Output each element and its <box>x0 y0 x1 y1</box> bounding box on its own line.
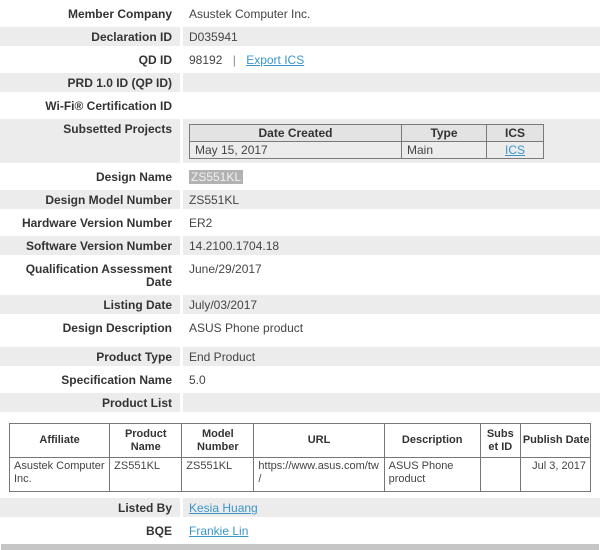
member-company-value: Asustek Computer Inc. <box>189 7 311 21</box>
field-row-member-company <box>0 4 600 23</box>
field-row-qualification-assessment-date <box>0 259 600 291</box>
model-number-cell: ZS551KL <box>182 458 254 492</box>
field-row-bqe <box>0 521 600 540</box>
field-row-design-description <box>0 318 600 337</box>
subsetted-projects-data-row <box>190 142 544 159</box>
column-header-product-name: Product Name <box>110 424 182 458</box>
hardware-version-value: ER2 <box>189 216 213 230</box>
date-created-cell: May 15, 2017 <box>190 142 402 159</box>
qualification-assessment-date-label: Qualification Assessment Date <box>25 262 172 289</box>
field-row-listed-by <box>0 498 600 517</box>
publish-date-cell: Jul 3, 2017 <box>520 458 590 492</box>
field-row-hardware-version <box>0 213 600 232</box>
subsetted-projects-value-cell <box>183 119 600 163</box>
design-name-selected-text: ZS551KL <box>191 170 242 184</box>
url-cell: https://www.asus.com/tw/ <box>254 458 384 492</box>
field-row-product-list <box>0 393 600 412</box>
prd-id-value <box>183 73 600 92</box>
declaration-id-label: Declaration ID <box>0 27 180 46</box>
product-list-table-wrap <box>0 416 600 498</box>
design-description-value: ASUS Phone product <box>189 321 304 335</box>
footer-divider-bar <box>1 544 599 550</box>
design-description-label: Design Description <box>62 321 172 335</box>
design-name-value-cell <box>183 167 600 186</box>
field-row-wifi-cert-id <box>0 96 600 115</box>
qualification-assessment-date-value: June/29/2017 <box>189 262 262 276</box>
subset-id-cell <box>480 458 520 492</box>
field-row-software-version <box>0 236 600 255</box>
column-header-subset-id: Subset ID <box>480 424 520 458</box>
qd-id-label: QD ID <box>138 53 172 67</box>
bqe-label: BQE <box>145 524 172 538</box>
column-header-publish-date: Publish Date <box>520 424 590 458</box>
field-row-subsetted-projects <box>0 119 600 163</box>
subsetted-projects-table <box>189 124 544 159</box>
member-company-label: Member Company <box>67 7 172 21</box>
field-row-declaration-id <box>0 27 600 46</box>
declaration-id-value: D035941 <box>183 27 600 46</box>
column-header-affiliate: Affiliate <box>10 424 110 458</box>
field-row-listing-date <box>0 295 600 314</box>
bqe-link[interactable]: Frankie Lin <box>189 524 249 538</box>
qd-id-value-cell <box>183 50 600 69</box>
product-type-value: End Product <box>183 347 600 366</box>
product-table-header-row <box>10 424 591 458</box>
field-row-specification-name <box>0 370 600 389</box>
design-model-number-label: Design Model Number <box>0 190 180 209</box>
product-table-data-row <box>10 458 591 492</box>
listing-date-label: Listing Date <box>0 295 180 314</box>
column-header-date-created: Date Created <box>190 125 402 142</box>
field-row-prd-id <box>0 73 600 92</box>
column-header-model-number: Model Number <box>182 424 254 458</box>
listed-by-value-cell <box>183 498 600 517</box>
column-header-type: Type <box>402 125 487 142</box>
ics-cell <box>487 142 544 159</box>
subsetted-projects-label: Subsetted Projects <box>0 119 180 163</box>
specification-name-value: 5.0 <box>189 373 206 387</box>
design-model-number-value: ZS551KL <box>183 190 600 209</box>
wifi-cert-id-label: Wi-Fi® Certification ID <box>45 99 172 113</box>
separator: | <box>232 53 236 67</box>
qd-id-value: 98192 <box>189 53 223 67</box>
product-type-label: Product Type <box>0 347 180 366</box>
specification-name-label: Specification Name <box>61 373 172 387</box>
affiliate-cell: Asustek Computer Inc. <box>10 458 110 492</box>
subsetted-projects-header-row <box>190 125 544 142</box>
field-row-product-type <box>0 347 600 366</box>
listed-by-link[interactable]: Kesia Huang <box>189 501 258 515</box>
field-row-qd-id <box>0 50 600 69</box>
software-version-label: Software Version Number <box>0 236 180 255</box>
product-list-value <box>183 393 600 412</box>
wifi-cert-id-value <box>183 96 600 115</box>
prd-id-label: PRD 1.0 ID (QP ID) <box>0 73 180 92</box>
type-cell: Main <box>402 142 487 159</box>
design-name-label: Design Name <box>95 170 172 184</box>
field-row-design-name <box>0 167 600 186</box>
column-header-description: Description <box>384 424 480 458</box>
product-list-label: Product List <box>0 393 180 412</box>
bqe-value-cell <box>183 521 600 540</box>
ics-link[interactable]: ICS <box>504 143 525 157</box>
product-name-cell: ZS551KL <box>110 458 182 492</box>
listed-by-label: Listed By <box>0 498 180 517</box>
hardware-version-label: Hardware Version Number <box>21 216 172 230</box>
field-row-design-model-number <box>0 190 600 209</box>
listing-date-value: July/03/2017 <box>183 295 600 314</box>
export-ics-link[interactable]: Export ICS <box>246 53 305 67</box>
product-list-table <box>9 423 591 492</box>
column-header-ics: ICS <box>487 125 544 142</box>
column-header-url: URL <box>254 424 384 458</box>
description-cell: ASUS Phone product <box>384 458 480 492</box>
software-version-value: 14.2100.1704.18 <box>183 236 600 255</box>
